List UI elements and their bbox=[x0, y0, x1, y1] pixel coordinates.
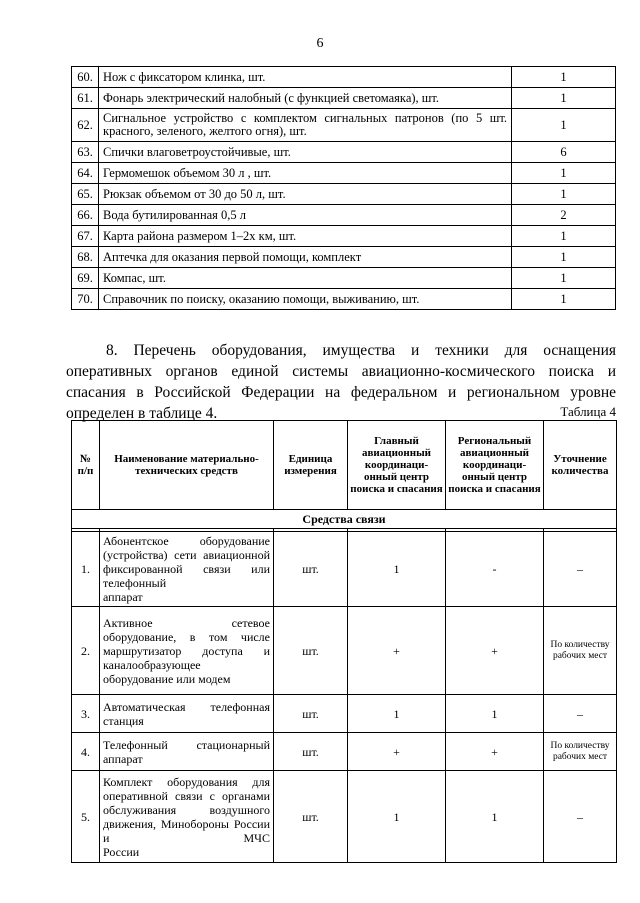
item-name: Сигнальное устройство с комплектом сигнальных патронов (по 5 шт. красного, зеленого, желтого огня), шт. bbox=[99, 109, 512, 142]
item-quantity: 1 bbox=[512, 184, 616, 205]
row-name bbox=[100, 771, 274, 863]
row-name bbox=[100, 607, 274, 695]
row-unit: шт. bbox=[274, 771, 348, 863]
row-name-last-line: аппарат bbox=[103, 590, 143, 604]
table-4-row bbox=[72, 695, 617, 733]
item-quantity: 1 bbox=[512, 67, 616, 88]
item-name: Аптечка для оказания первой помощи, комплект bbox=[99, 247, 512, 268]
row-main-center-qty: 1 bbox=[348, 532, 446, 607]
items-table-row bbox=[72, 268, 616, 289]
item-quantity: 2 bbox=[512, 205, 616, 226]
item-number: 68. bbox=[72, 247, 99, 268]
items-table-row bbox=[72, 226, 616, 247]
equipment-items-table bbox=[71, 66, 616, 310]
row-name-text: Комплект оборудования для оперативной связи с органами обслуживания воздушного движения, Минобороны России и МЧС bbox=[103, 774, 270, 845]
item-quantity: 1 bbox=[512, 247, 616, 268]
items-table-row bbox=[72, 109, 616, 142]
row-name bbox=[100, 532, 274, 607]
row-clarification: – bbox=[544, 532, 617, 607]
item-quantity: 1 bbox=[512, 289, 616, 310]
item-number: 62. bbox=[72, 109, 99, 142]
row-name-last-line: каналообразующее оборудование или модем bbox=[103, 657, 231, 686]
row-number: 4. bbox=[72, 733, 100, 771]
item-name: Компас, шт. bbox=[99, 268, 512, 289]
item-name: Фонарь электрический налобный (с функцией светомаяка), шт. bbox=[99, 88, 512, 109]
table-4-row bbox=[72, 607, 617, 695]
item-number: 65. bbox=[72, 184, 99, 205]
item-name: Карта района размером 1–2х км, шт. bbox=[99, 226, 512, 247]
item-number: 67. bbox=[72, 226, 99, 247]
row-regional-center-qty: - bbox=[446, 532, 544, 607]
row-regional-center-qty: + bbox=[446, 733, 544, 771]
header-num: № п/п bbox=[72, 421, 100, 510]
row-name bbox=[100, 695, 274, 733]
item-name: Рюкзак объемом от 30 до 50 л, шт. bbox=[99, 184, 512, 205]
item-quantity: 6 bbox=[512, 142, 616, 163]
row-clarification: По количеству рабочих мест bbox=[544, 733, 617, 771]
row-clarification: По количеству рабочих мест bbox=[544, 607, 617, 695]
row-number: 1. bbox=[72, 532, 100, 607]
row-name-text: Активное сетевое оборудование, в том числе маршрутизатор доступа и bbox=[103, 615, 270, 658]
header-name: Наименование материально-технических средств bbox=[100, 421, 274, 510]
row-main-center-qty: + bbox=[348, 607, 446, 695]
header-clarification: Уточнение количества bbox=[544, 421, 617, 510]
row-main-center-qty: + bbox=[348, 733, 446, 771]
row-number: 5. bbox=[72, 771, 100, 863]
item-number: 69. bbox=[72, 268, 99, 289]
header-unit: Единица измерения bbox=[274, 421, 348, 510]
item-quantity: 1 bbox=[512, 268, 616, 289]
row-clarification: – bbox=[544, 695, 617, 733]
item-quantity: 1 bbox=[512, 109, 616, 142]
row-main-center-qty: 1 bbox=[348, 771, 446, 863]
table-4 bbox=[71, 420, 617, 863]
table-4-row bbox=[72, 532, 617, 607]
items-table-row bbox=[72, 205, 616, 226]
row-number: 2. bbox=[72, 607, 100, 695]
item-name: Нож с фиксатором клинка, шт. bbox=[99, 67, 512, 88]
row-name-last-line: аппарат bbox=[103, 751, 143, 766]
row-number: 3. bbox=[72, 695, 100, 733]
table-4-row bbox=[72, 733, 617, 771]
item-number: 64. bbox=[72, 163, 99, 184]
row-unit: шт. bbox=[274, 607, 348, 695]
row-name-text: Автоматическая телефонная bbox=[103, 699, 270, 714]
item-number: 70. bbox=[72, 289, 99, 310]
items-table-row bbox=[72, 289, 616, 310]
table-4-row bbox=[72, 771, 617, 863]
items-table-row bbox=[72, 142, 616, 163]
row-name-last-line: России bbox=[103, 844, 140, 859]
row-unit: шт. bbox=[274, 695, 348, 733]
section-8-paragraph: 8. Перечень оборудования, имущества и техники для оснащения оперативных органов единой системы авиационно-космического поиска и спасания в Российской Федерации на федеральном и региональном уровне определен в таблице 4. bbox=[66, 342, 616, 422]
item-number: 61. bbox=[72, 88, 99, 109]
row-name-text: Абонентское оборудование (устройства) сети авиационной фиксированной связи или телефонный bbox=[103, 534, 270, 590]
row-clarification: – bbox=[544, 771, 617, 863]
row-regional-center-qty: + bbox=[446, 607, 544, 695]
page-number: 6 bbox=[316, 36, 324, 51]
item-quantity: 1 bbox=[512, 226, 616, 247]
row-name bbox=[100, 733, 274, 771]
items-table-row bbox=[72, 184, 616, 205]
header-regional-center: Региональный авиационный координаци-онный центр поиска и спасания bbox=[446, 421, 544, 510]
item-name: Вода бутилированная 0,5 л bbox=[99, 205, 512, 226]
items-table-row bbox=[72, 163, 616, 184]
item-number: 60. bbox=[72, 67, 99, 88]
items-table-row bbox=[72, 67, 616, 88]
item-name: Спички влаговетроустойчивые, шт. bbox=[99, 142, 512, 163]
table-4-caption: Таблица 4 bbox=[560, 404, 616, 419]
header-main-center: Главный авиационный координаци-онный центр поиска и спасания bbox=[348, 421, 446, 510]
row-name-last-line: станция bbox=[103, 713, 144, 728]
item-number: 66. bbox=[72, 205, 99, 226]
item-number: 63. bbox=[72, 142, 99, 163]
items-table-row bbox=[72, 247, 616, 268]
items-table-row bbox=[72, 88, 616, 109]
row-unit: шт. bbox=[274, 733, 348, 771]
row-unit: шт. bbox=[274, 532, 348, 607]
row-main-center-qty: 1 bbox=[348, 695, 446, 733]
row-regional-center-qty: 1 bbox=[446, 695, 544, 733]
row-regional-center-qty: 1 bbox=[446, 771, 544, 863]
row-name-text: Телефонный стационарный bbox=[103, 737, 270, 752]
section-title: Средства связи bbox=[72, 510, 617, 529]
item-name: Справочник по поиску, оказанию помощи, выживанию, шт. bbox=[99, 289, 512, 310]
item-quantity: 1 bbox=[512, 88, 616, 109]
item-name: Гермомешок объемом 30 л , шт. bbox=[99, 163, 512, 184]
item-quantity: 1 bbox=[512, 163, 616, 184]
